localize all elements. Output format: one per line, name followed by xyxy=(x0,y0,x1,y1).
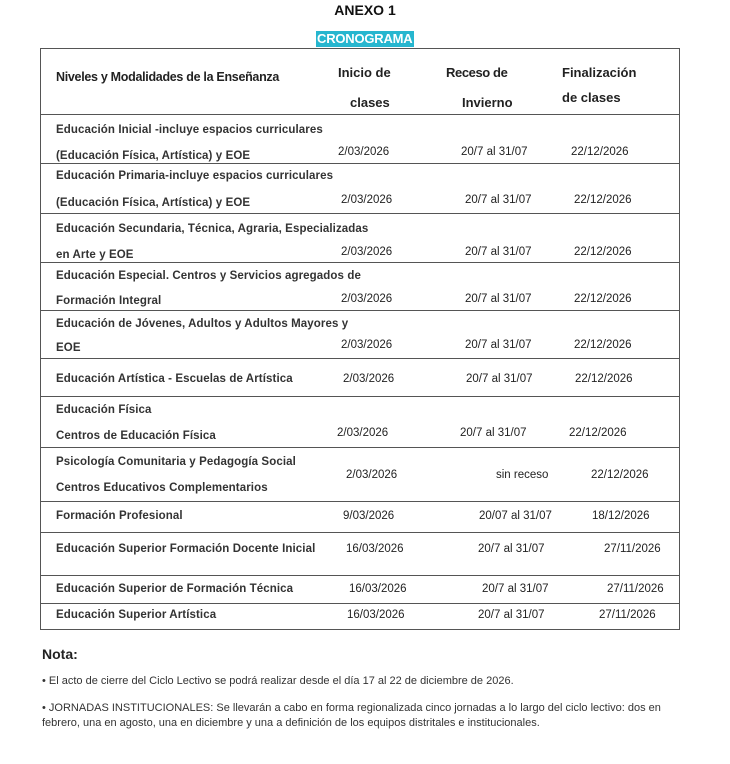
level-name-line1: Educación Primaria-incluye espacios curriculares xyxy=(56,170,334,182)
winter-recess: 20/7 al 31/07 xyxy=(465,246,532,258)
level-name-line2: Centros de Educación Física xyxy=(56,430,216,442)
level-name-line2: EOE xyxy=(56,342,81,354)
header-end-line2: de clases xyxy=(562,90,621,105)
end-date: 22/12/2026 xyxy=(575,373,633,385)
header-start-line1: Inicio de xyxy=(338,65,391,80)
table-row xyxy=(41,310,679,358)
winter-recess: 20/7 al 31/07 xyxy=(465,339,532,351)
level-name-line1: Educación Especial. Centros y Servicios agregados de xyxy=(56,270,361,282)
winter-recess: 20/7 al 31/07 xyxy=(478,609,545,621)
level-name-line1: Educación Superior Artística xyxy=(56,609,217,621)
table-row xyxy=(41,114,679,163)
header-end-line1: Finalización xyxy=(562,65,637,80)
header-start-line2: clases xyxy=(350,95,390,110)
level-name-line1: Formación Profesional xyxy=(56,510,183,522)
schedule-table xyxy=(40,48,680,630)
end-date: 22/12/2026 xyxy=(591,469,649,481)
table-row xyxy=(41,213,679,262)
table-row xyxy=(41,163,679,213)
end-date: 18/12/2026 xyxy=(592,510,650,522)
table-row xyxy=(41,603,679,630)
level-name-line2: Formación Integral xyxy=(56,295,162,307)
start-date: 2/03/2026 xyxy=(341,246,393,258)
end-date: 22/12/2026 xyxy=(571,146,629,158)
document-subtitle: CRONOGRAMA xyxy=(317,31,413,46)
note-item: • JORNADAS INSTITUCIONALES: Se llevarán a cabo en forma regionalizada cinco jornadas a lo largo del ciclo lectivo: dos en febrero, una en agosto, una en diciembre y una a definición de los equipos distritales e institucionales. xyxy=(42,702,661,729)
start-date: 2/03/2026 xyxy=(341,339,393,351)
level-name-line2: (Educación Física, Artística) y EOE xyxy=(56,150,251,162)
level-name-line1: Psicología Comunitaria y Pedagogía Social xyxy=(56,456,296,468)
header-recess-line2: Invierno xyxy=(462,95,513,110)
winter-recess: 20/7 al 31/07 xyxy=(465,293,532,305)
level-name-line1: Educación Secundaria, Técnica, Agraria, Especializadas xyxy=(56,223,369,235)
header-recess-line1: Receso de xyxy=(446,65,508,80)
end-date: 22/12/2026 xyxy=(574,246,632,258)
start-date: 2/03/2026 xyxy=(338,146,390,158)
level-name-line1: Educación Artística - Escuelas de Artística xyxy=(56,373,293,385)
note-item: • El acto de cierre del Ciclo Lectivo se podrá realizar desde el día 17 al 22 de diciembre de 2026. xyxy=(42,675,514,687)
table-header xyxy=(41,49,679,114)
level-name-line1: Educación de Jóvenes, Adultos y Adultos Mayores y xyxy=(56,318,349,330)
level-name-line1: Educación Física xyxy=(56,404,152,416)
level-name-line2: Centros Educativos Complementarios xyxy=(56,482,268,494)
table-row xyxy=(41,532,679,575)
start-date: 2/03/2026 xyxy=(341,194,393,206)
winter-recess: 20/7 al 31/07 xyxy=(466,373,533,385)
table-row xyxy=(41,358,679,396)
table-row xyxy=(41,262,679,310)
start-date: 16/03/2026 xyxy=(349,583,407,595)
start-date: 2/03/2026 xyxy=(343,373,395,385)
end-date: 22/12/2026 xyxy=(574,293,632,305)
winter-recess: 20/7 al 31/07 xyxy=(478,543,545,555)
notes-title: Nota: xyxy=(42,646,78,662)
start-date: 16/03/2026 xyxy=(347,609,405,621)
start-date: 9/03/2026 xyxy=(343,510,395,522)
table-row xyxy=(41,501,679,532)
end-date: 27/11/2026 xyxy=(599,609,656,621)
end-date: 22/12/2026 xyxy=(574,194,632,206)
table-row xyxy=(41,396,679,447)
level-name-line2: (Educación Física, Artística) y EOE xyxy=(56,197,251,209)
end-date: 22/12/2026 xyxy=(574,339,632,351)
level-name-line1: Educación Inicial -incluye espacios curriculares xyxy=(56,124,323,136)
start-date: 16/03/2026 xyxy=(346,543,404,555)
level-name-line2: en Arte y EOE xyxy=(56,249,134,261)
end-date: 22/12/2026 xyxy=(569,427,627,439)
winter-recess: 20/07 al 31/07 xyxy=(479,510,552,522)
level-name-line1: Educación Superior de Formación Técnica xyxy=(56,583,294,595)
winter-recess: 20/7 al 31/07 xyxy=(482,583,549,595)
end-date: 27/11/2026 xyxy=(604,543,661,555)
start-date: 2/03/2026 xyxy=(341,293,393,305)
winter-recess: sin receso xyxy=(496,469,549,481)
table-row xyxy=(41,575,679,603)
table-row xyxy=(41,447,679,501)
level-name-line1: Educación Superior Formación Docente Inicial xyxy=(56,543,316,555)
winter-recess: 20/7 al 31/07 xyxy=(460,427,527,439)
start-date: 2/03/2026 xyxy=(346,469,398,481)
winter-recess: 20/7 al 31/07 xyxy=(465,194,532,206)
document-title: ANEXO 1 xyxy=(334,2,396,18)
winter-recess: 20/7 al 31/07 xyxy=(461,146,528,158)
start-date: 2/03/2026 xyxy=(337,427,389,439)
header-level: Niveles y Modalidades de la Enseñanza xyxy=(56,70,280,84)
end-date: 27/11/2026 xyxy=(607,583,664,595)
